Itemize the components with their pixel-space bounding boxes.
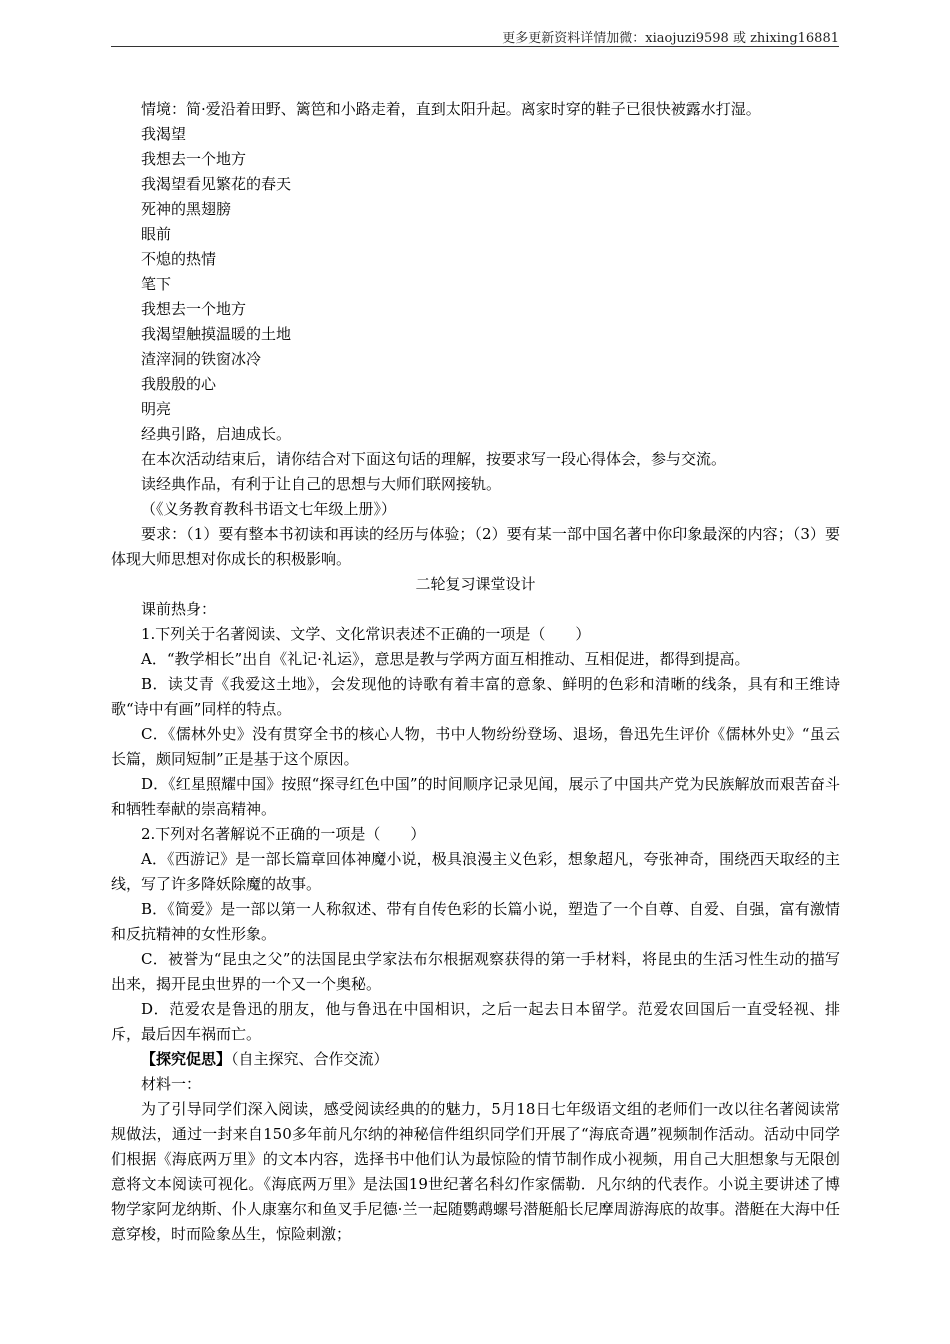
quote-source: （《义务教育教科书语文七年级上册》） xyxy=(141,500,397,518)
question-option: D．《红星照耀中国》按照“探寻红色中国”的时间顺序记录见闻，展示了中国共产党为民族解放而艰苦奋斗和牺牲奉献的崇高精神。 xyxy=(111,775,840,818)
question-option: D．范爱农是鲁迅的朋友，他与鲁迅在中国相识，之后一起去日本留学。范爱农回国后一直受轻视、排斥，最后因车祸而亡。 xyxy=(111,1000,840,1043)
question-option: A．“教学相长”出自《礼记·礼运》，意思是教与学两方面互相推动、互相促进，都得到提高。 xyxy=(141,650,750,668)
poem-line: 我想去一个地方 xyxy=(141,300,247,318)
motto: 经典引路，启迪成长。 xyxy=(141,425,292,443)
question-option: C．《儒林外史》没有贯穿全书的核心人物，书中人物纷纷登场、退场，鲁迅先生评价《儒林外史》“虽云长篇，颇同短制”正是基于这个原因。 xyxy=(111,725,840,768)
material-label: 材料一： xyxy=(141,1075,202,1093)
section-title: 二轮复习课堂设计 xyxy=(415,575,536,593)
document-body xyxy=(111,97,840,1247)
poem-line: 我渴望看见繁花的春天 xyxy=(141,175,292,193)
question-option: B．《简爱》是一部以第一人称叙述、带有自传色彩的长篇小说，塑造了一个自尊、自爱、自强，富有激情和反抗精神的女性形象。 xyxy=(111,900,840,943)
poem-line: 我渴望触摸温暖的土地 xyxy=(141,325,292,343)
header-note: 更多更新资料详情加微：xiaojuzi9598 或 zhixing16881 xyxy=(502,31,839,46)
poem-line: 死神的黑翅膀 xyxy=(141,200,232,218)
poem-line: 我渴望 xyxy=(141,125,187,143)
material-text: 为了引导同学们深入阅读，感受阅读经典的的魅力，5月18日七年级语文组的老师们一改以往名著阅读常规做法，通过一封来自150多年前凡尔纳的神秘信件组织同学们开展了“海底奇遇”视频制作活动。活动中同学们根据《海底两万里》的文本内容，选择书中他们认为最惊险的情节制作成小视频，用自己大胆想象与无限创意将文本阅读可视化。《海底两万里》是法国19世纪著名科幻作家儒勒．凡尔纳的代表作。小说主要讲述了博物学家阿龙纳斯、仆人康塞尔和鱼叉手尼德·兰一起随鹦鹉螺号潜艇船长尼摩周游海底的故事。潜艇在大海中任意穿梭，时而险象丛生，惊险刺激； xyxy=(111,1100,840,1243)
explore-heading-line xyxy=(111,1047,840,1072)
question-option: A．《西游记》是一部长篇章回体神魔小说，极具浪漫主义色彩，想象超凡，夸张神奇，围绕西天取经的主线，写了许多降妖除魔的故事。 xyxy=(111,850,840,893)
poem-line: 我想去一个地方 xyxy=(141,150,247,168)
explore-heading: 【探究促思】 xyxy=(141,1050,232,1068)
poem-line: 不熄的热情 xyxy=(141,250,217,268)
header-divider xyxy=(111,46,839,47)
requirements: 要求：（1）要有整本书初读和再读的经历与体验；（2）要有某一部中国名著中你印象最深的内容；（3）要体现大师思想对你成长的积极影响。 xyxy=(111,525,840,568)
poem-line: 我殷殷的心 xyxy=(141,375,217,393)
poem-line: 渣滓洞的铁窗冰冷 xyxy=(141,350,262,368)
explore-subheading: （自主探究、合作交流） xyxy=(231,1050,389,1068)
quote: 读经典作品，有利于让自己的思想与大师们联网接轨。 xyxy=(141,475,502,493)
question-stem: 1.下列关于名著阅读、文学、文化常识表述不正确的一项是（ ） xyxy=(141,625,591,643)
question-option: B．读艾青《我爱这土地》，会发现他的诗歌有着丰富的意象、鲜明的色彩和清晰的线条，具有和王维诗歌“诗中有画”同样的特点。 xyxy=(111,675,840,718)
warmup-label: 课前热身： xyxy=(141,600,217,618)
context-paragraph: 情境：简·爱沿着田野、篱笆和小路走着，直到太阳升起。离家时穿的鞋子已很快被露水打湿。 xyxy=(141,100,761,118)
poem-line: 眼前 xyxy=(141,225,172,243)
poem-line: 笔下 xyxy=(141,275,172,293)
instruction: 在本次活动结束后，请你结合对下面这句话的理解，按要求写一段心得体会，参与交流。 xyxy=(141,450,727,468)
question-option: C．被誉为“昆虫之父”的法国昆虫学家法布尔根据观察获得的第一手材料，将昆虫的生活习性生动的描写出来，揭开昆虫世界的一个又一个奥秘。 xyxy=(111,950,840,993)
poem-line: 明亮 xyxy=(141,400,172,418)
question-stem: 2.下列对名著解说不正确的一项是（ ） xyxy=(141,825,426,843)
